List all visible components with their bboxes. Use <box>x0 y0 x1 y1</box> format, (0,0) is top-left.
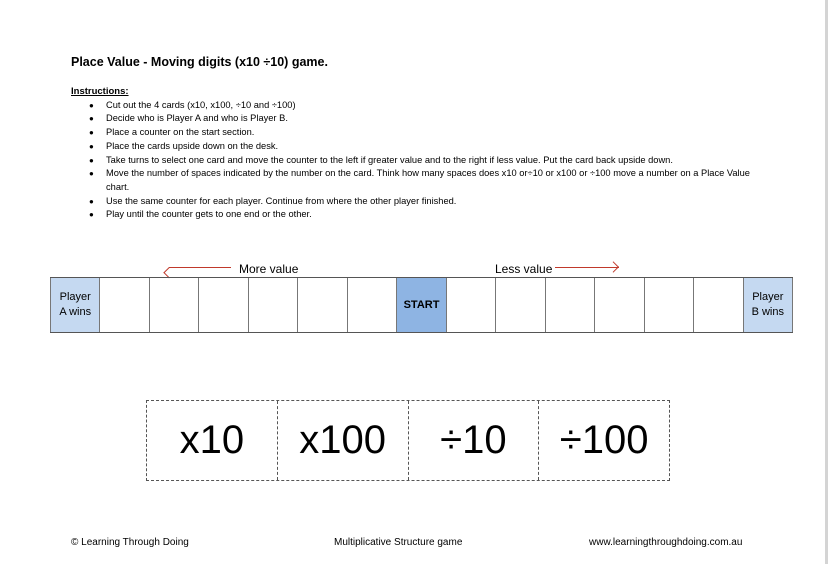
instruction-item <box>71 154 761 168</box>
more-value-label: More value <box>239 262 299 276</box>
instruction-text: Take turns to select one card and move the counter to the left if greater value and to the right if less value. Put the card back upside down. <box>106 154 673 165</box>
instructions-section <box>71 85 761 222</box>
player-a-label-line2: A wins <box>59 306 92 318</box>
instruction-item <box>71 99 761 113</box>
instruction-text: Play until the counter gets to one end or the other. <box>106 209 312 220</box>
board-space[interactable] <box>198 278 247 332</box>
bullet-icon: ● <box>89 210 94 220</box>
bullet-icon: ● <box>89 155 94 165</box>
left-arrow-icon <box>169 267 231 268</box>
bullet-icon: ● <box>89 141 94 151</box>
footer-website-link[interactable]: www.learningthroughdoing.com.au <box>589 537 743 548</box>
bullet-icon: ● <box>89 196 94 206</box>
start-cell[interactable] <box>396 278 445 332</box>
board-space[interactable] <box>446 278 495 332</box>
board-space[interactable] <box>347 278 396 332</box>
instruction-item <box>71 140 761 154</box>
bullet-icon: ● <box>89 169 94 179</box>
bullet-icon: ● <box>89 100 94 110</box>
bullet-icon: ● <box>89 128 94 138</box>
board-space[interactable] <box>297 278 346 332</box>
board-space[interactable] <box>545 278 594 332</box>
less-value-label: Less value <box>495 262 553 276</box>
right-arrow-icon <box>555 267 619 268</box>
document-title: Place Value - Moving digits (x10 ÷10) game. <box>71 55 328 69</box>
instruction-item <box>71 167 761 194</box>
instruction-text: Decide who is Player A and who is Player B. <box>106 113 288 124</box>
player-a-wins-cell[interactable] <box>50 278 99 332</box>
player-b-label-line1: Player <box>752 291 784 303</box>
board-space[interactable] <box>248 278 297 332</box>
instruction-item <box>71 195 761 209</box>
instruction-text: Place the cards upside down on the desk. <box>106 140 279 151</box>
card-divide-10[interactable]: ÷10 <box>408 401 539 480</box>
game-board <box>50 277 793 333</box>
footer-game-name: Multiplicative Structure game <box>334 537 463 548</box>
instructions-list <box>71 99 761 222</box>
player-b-wins-cell[interactable] <box>743 278 793 332</box>
instruction-text: Place a counter on the start section. <box>106 127 255 138</box>
board-space[interactable] <box>594 278 643 332</box>
instruction-item <box>71 112 761 126</box>
footer-copyright: © Learning Through Doing <box>71 537 189 548</box>
card-times-100[interactable]: x100 <box>277 401 408 480</box>
instruction-text: Cut out the 4 cards (x10, x100, ÷10 and ÷100) <box>106 99 296 110</box>
board-space[interactable] <box>149 278 198 332</box>
instructions-heading: Instructions: <box>71 86 129 97</box>
start-label: START <box>403 298 440 311</box>
instruction-text: Use the same counter for each player. Continue from where the other player finished. <box>106 195 457 206</box>
card-divide-100[interactable]: ÷100 <box>538 401 669 480</box>
bullet-icon: ● <box>89 114 94 124</box>
board-space[interactable] <box>495 278 544 332</box>
board-space[interactable] <box>693 278 742 332</box>
cut-out-cards <box>146 400 670 481</box>
player-b-label-line2: B wins <box>751 306 784 318</box>
instruction-item <box>71 208 761 222</box>
board-space[interactable] <box>99 278 148 332</box>
player-a-label-line1: Player <box>59 291 91 303</box>
instruction-text: Move the number of spaces indicated by the number on the card. Think how many spaces does x10 or÷10 or x100 or ÷100 move a number on a Place Value chart. <box>106 168 750 192</box>
instruction-item <box>71 126 761 140</box>
card-times-10[interactable]: x10 <box>179 418 245 462</box>
board-space[interactable] <box>644 278 693 332</box>
